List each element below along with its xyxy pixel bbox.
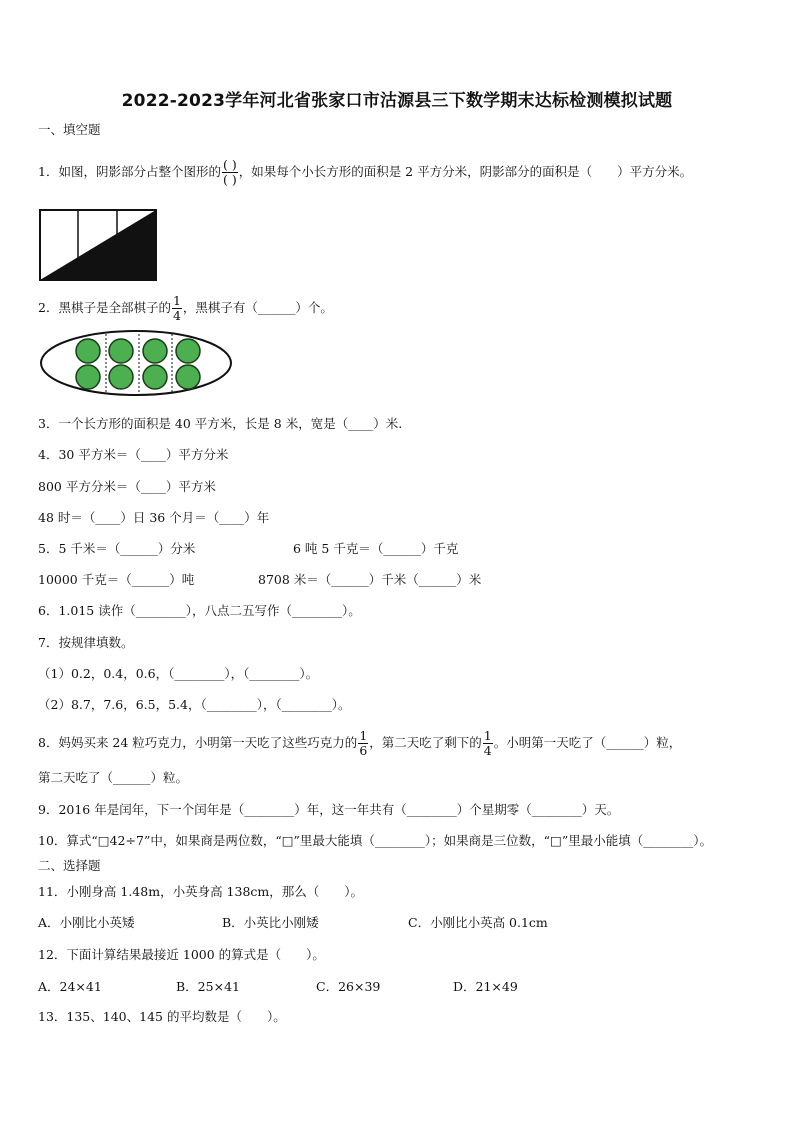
q8-fraction-1: $\frac{1}{6}$: [359, 728, 368, 758]
q1-text-pre: 1．如图，阴影部分占整个图形的: [38, 164, 221, 179]
section-multiple-choice: 二、选择题: [38, 858, 101, 873]
q12-option-b: B．25×41: [176, 979, 240, 994]
page-title: 2022-2023学年河北省张家口市沽源县三下数学期末达标检测模拟试题: [121, 91, 673, 111]
question-13: 13．135、140、145 的平均数是（ ）。: [38, 1009, 286, 1024]
question-1: [38, 158, 692, 187]
question-11-stem: 11．小刚身高 1.48m，小英身高 138cm，那么（ ）。: [38, 884, 364, 899]
q12-option-a: A．24×41: [38, 979, 102, 994]
question-3: 3．一个长方形的面积是 40 平方米，长是 8 米，宽是（____）米.: [38, 416, 403, 431]
q11-option-b: B．小英比小刚矮: [222, 915, 319, 930]
q8-text-pre: 8．妈妈买来 24 粒巧克力，小明第一天吃了这些巧克力的: [38, 735, 358, 750]
question-5c: 10000 千克＝（______）吨: [38, 572, 195, 587]
question-7-part-1: （1）0.2，0.4，0.6，（________），（________）。: [38, 666, 319, 681]
question-10: 10．算式“□42÷7”中，如果商是两位数，“□”里最大能填（________）；如果商是三位数，“□”里最小能填（________）。: [38, 833, 713, 848]
q2-chess-piece: [143, 365, 167, 389]
q2-chess-piece: [143, 339, 167, 363]
q11-option-c: C．小刚比小英高 0.1cm: [408, 915, 548, 930]
q2-chess-piece: [109, 339, 133, 363]
q2-chess-piece: [109, 365, 133, 389]
question-5b: 6 吨 5 千克＝（______）千克: [293, 541, 459, 556]
question-5d: 8708 米＝（______）千米（______）米: [258, 572, 482, 587]
question-7-stem: 7．按规律填数。: [38, 635, 134, 650]
question-4c: 48 时＝（____）日 36 个月＝（____）年: [38, 510, 270, 525]
question-12-stem: 12．下面计算结果最接近 1000 的算式是（ ）。: [38, 947, 325, 962]
q2-fraction: $\frac{1}{4}$: [172, 293, 181, 323]
q1-fraction-blank: $\frac{( )}{( )}$: [222, 157, 237, 187]
q12-option-c: C．26×39: [316, 979, 381, 994]
q8-fraction-2: $\frac{1}{4}$: [483, 728, 492, 758]
question-6: 6．1.015 读作（________），八点二五写作（________）。: [38, 603, 361, 618]
question-9: 9．2016 年是闰年，下一个闰年是（________）年，这一年共有（________）个星期零（________）天。: [38, 802, 620, 817]
q11-option-a: A．小刚比小英矮: [38, 915, 135, 930]
question-5a: 5．5 千米＝（______）分米: [38, 541, 196, 556]
question-8: [38, 729, 681, 758]
q8-text-mid: ，第二天吃了剩下的: [369, 735, 482, 750]
question-4a: 4．30 平方米＝（____）平方分米: [38, 447, 229, 462]
q2-text-post: ，黑棋子有（______）个。: [182, 300, 333, 315]
q8-text-post: 。小明第一天吃了（______）粒，: [493, 735, 682, 750]
q2-chess-piece: [176, 365, 200, 389]
q1-rectangle-figure: [38, 208, 158, 282]
q1-shaded-triangle: [40, 210, 156, 280]
question-8-line-2: 第二天吃了（______）粒。: [38, 770, 189, 785]
q2-chess-piece: [76, 365, 100, 389]
question-2: [38, 294, 333, 323]
section-fill-in: 一、填空题: [38, 122, 101, 137]
q12-option-d: D．21×49: [453, 979, 518, 994]
q2-chess-piece: [176, 339, 200, 363]
q2-chess-pieces-figure: [38, 328, 234, 398]
question-7-part-2: （2）8.7，7.6，6.5，5.4，（________），（________）。: [38, 697, 351, 712]
q2-chess-piece: [76, 339, 100, 363]
question-4b: 800 平方分米＝（____）平方米: [38, 479, 216, 494]
q2-oval: [41, 331, 231, 395]
q1-text-post: ，如果每个小长方形的面积是 2 平方分米，阴影部分的面积是（ ）平方分米。: [238, 164, 693, 179]
q2-text-pre: 2．黑棋子是全部棋子的: [38, 300, 171, 315]
